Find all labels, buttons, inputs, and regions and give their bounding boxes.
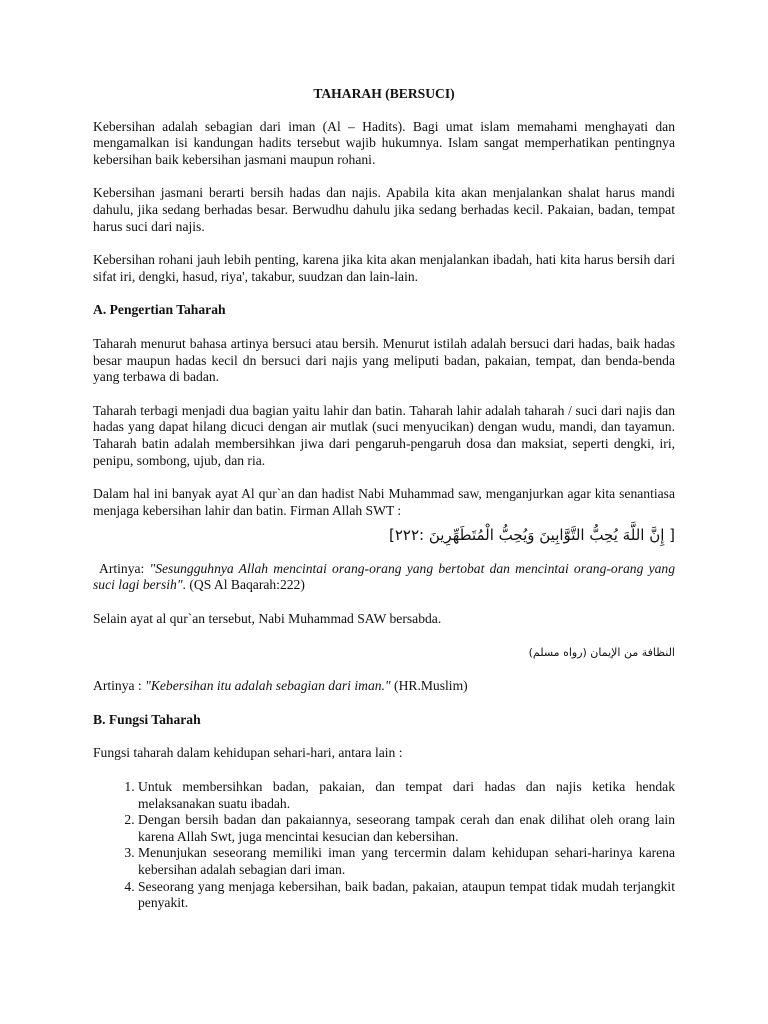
list-item: 3. Menunjukan seseorang memiliki iman yang tercermin dalam kehidupan sehari-harinya karena kebersihan adalah sebagian dari iman. bbox=[138, 845, 675, 878]
hadith-reference: (HR.Muslim) bbox=[390, 678, 468, 694]
hadith-arabic: النظافة من الإيمان (رواه مسلم) bbox=[528, 645, 675, 659]
verse-translation-text: "Sesungguhnya Allah mencintai orang-orang yang bertobat dan mencintai orang-orang yang suci lagi bersih" bbox=[93, 560, 675, 593]
hadith-translation-label: Artinya : bbox=[93, 678, 146, 694]
list-item: 2. Dengan bersih badan dan pakaiannya, seseorang tampak cerah dan enak dilihat oleh orang lain karena Allah Swt, juga mencintai kesucian dan kebersihan. bbox=[138, 812, 675, 845]
document-page bbox=[93, 86, 675, 912]
list-item: 4. Seseorang yang menjaga kebersihan, baik badan, pakaian, ataupun tempat tidak mudah terjangkit penyakit. bbox=[138, 879, 675, 912]
section-a-heading: A. Pengertian Taharah bbox=[93, 302, 226, 318]
quran-verse-arabic: [ إِنَّ اللَّهَ يُحِبُّ التَّوَّابِينَ وَيُحِبُّ الْمُتَطَهِّرِينَ :٢٢٢] bbox=[389, 526, 675, 545]
verse-translation-label: Artinya: bbox=[99, 560, 150, 576]
intro-paragraph-3: Kebersihan rohani jauh lebih penting, karena jika kita akan menjalankan ibadah, hati kita harus bersih dari sifat iri, dengki, hasud, riya', takabur, suudzan dan lain-lain. bbox=[93, 252, 675, 284]
hadith-translation bbox=[93, 678, 675, 695]
section-a-paragraph-2: Taharah terbagi menjadi dua bagian yaitu lahir dan batin. Taharah lahir adalah taharah / suci dari najis dan hadas yang dapat hilang dicuci dengan air mutlak (suci menyucikan) dengan wudu, mandi, dan tayamun. Taharah batin adalah membersihkan jiwa dari pengaruh-pengaruh dosa dan maksiat, seperti dengki, iri, penipu, sombong, ujub, dan ria. bbox=[93, 402, 675, 468]
section-b-heading: B. Fungsi Taharah bbox=[93, 711, 201, 727]
function-list bbox=[93, 779, 675, 912]
hadith-intro: Selain ayat al qur`an tersebut, Nabi Muhammad SAW bersabda. bbox=[93, 611, 442, 627]
intro-paragraph-2: Kebersihan jasmani berarti bersih hadas dan najis. Apabila kita akan menjalankan shalat harus mandi dahulu, jika sedang berhadas besar. Berwudhu dahulu jika sedang berhadas kecil. Pakaian, badan, tempat harus suci dari najis. bbox=[93, 185, 675, 234]
section-a-paragraph-1: Taharah menurut bahasa artinya bersuci atau bersih. Menurut istilah adalah bersuci dari hadas, baik hadas besar maupun hadas kecil dn bersuci dari najis yang meliputi badan, pakaian, tempat, dan benda-benda yang terbawa di badan. bbox=[93, 335, 675, 385]
section-b-intro: Fungsi taharah dalam kehidupan sehari-hari, antara lain : bbox=[93, 745, 403, 761]
verse-translation bbox=[93, 561, 675, 594]
list-item: 1. Untuk membersihkan badan, pakaian, dan tempat dari hadas dan najis ketika hendak melaksanakan suatu ibadah. bbox=[138, 779, 675, 812]
verse-reference: . (QS Al Baqarah:222) bbox=[182, 577, 305, 593]
section-a-paragraph-3: Dalam hal ini banyak ayat Al qur`an dan hadist Nabi Muhammad saw, menganjurkan agar kita senantiasa menjaga kebersihan lahir dan batin. Firman Allah SWT : bbox=[93, 486, 675, 518]
hadith-translation-text: "Kebersihan itu adalah sebagian dari iman." bbox=[145, 678, 391, 694]
document-title: TAHARAH (BERSUCI) bbox=[313, 86, 455, 101]
intro-paragraph-1: Kebersihan adalah sebagian dari iman (Al – Hadits). Bagi umat islam memahami menghayati dan mengamalkan isi kandungan hadits tersebut wajib hukumnya. Islam sangat memperhatikan pentingnya kebersihan baik kebersihan jasmani maupun rohani. bbox=[93, 118, 675, 167]
